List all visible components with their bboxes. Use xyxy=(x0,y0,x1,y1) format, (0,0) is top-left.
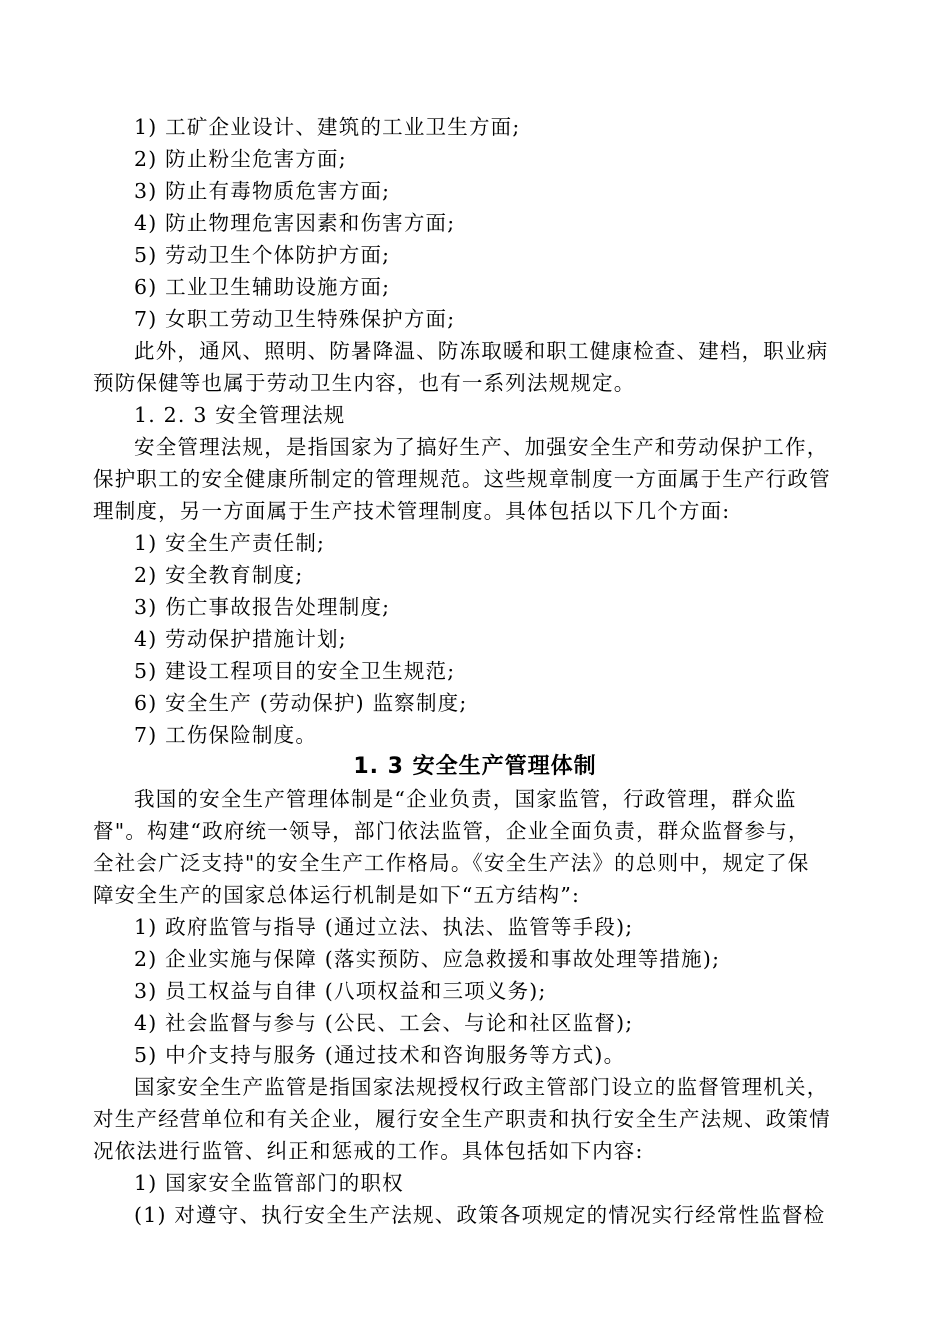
list-item: 5) 劳动卫生个体防护方面; xyxy=(134,243,391,267)
paragraph-line: 督"。构建“政府统一领导，部门依法监管，企业全面负责，群众监督参与， xyxy=(93,819,810,843)
subsection-heading: 1. 2. 3 安全管理法规 xyxy=(134,403,346,427)
paragraph-line: 安全管理法规，是指国家为了搞好生产、加强安全生产和劳动保护工作， xyxy=(134,435,829,459)
list-item: 7) 女职工劳动卫生特殊保护方面; xyxy=(134,307,456,331)
list-item: 4) 社会监督与参与 (公民、工会、与论和社区监督); xyxy=(134,1011,634,1035)
list-item: 1) 国家安全监管部门的职权 xyxy=(134,1171,404,1195)
list-item: 6) 安全生产 (劳动保护) 监察制度; xyxy=(134,691,468,715)
list-item: 2) 企业实施与保障 (落实预防、应急救援和事故处理等措施); xyxy=(134,947,721,971)
paragraph-line: 全社会广泛支持"的安全生产工作格局。《安全生产法》的总则中，规定了保 xyxy=(93,851,810,875)
list-item: 3) 伤亡事故报告处理制度; xyxy=(134,595,391,619)
list-item: 7) 工伤保险制度。 xyxy=(134,723,318,747)
paragraph-line: 保护职工的安全健康所制定的管理规范。这些规章制度一方面属于生产行政管 xyxy=(93,467,831,491)
paragraph-line: 我国的安全生产管理体制是“企业负责，国家监管，行政管理，群众监 xyxy=(134,787,797,811)
list-item: 3) 防止有毒物质危害方面; xyxy=(134,179,391,203)
list-item: 3) 员工权益与自律 (八项权益和三项义务); xyxy=(134,979,547,1003)
paragraph-line: 障安全生产的国家总体运行机制是如下“五方结构”: xyxy=(93,883,581,907)
paragraph-line: 理制度，另一方面属于生产技术管理制度。具体包括以下几个方面: xyxy=(93,499,731,523)
list-item: (1) 对遵守、执行安全生产法规、政策各项规定的情况实行经常性监督检 xyxy=(134,1203,826,1227)
paragraph-line: 此外，通风、照明、防暑降温、防冻取暖和职工健康检查、建档，职业病 xyxy=(134,339,829,363)
paragraph-line: 对生产经营单位和有关企业，履行安全生产职责和执行安全生产法规、政策情 xyxy=(93,1107,831,1131)
paragraph-line: 况依法进行监管、纠正和惩戒的工作。具体包括如下内容: xyxy=(93,1139,644,1163)
list-item: 2) 安全教育制度; xyxy=(134,563,304,587)
list-item: 1) 工矿企业设计、建筑的工业卫生方面; xyxy=(134,115,521,139)
list-item: 1) 政府监管与指导 (通过立法、执法、监管等手段); xyxy=(134,915,634,939)
list-item: 5) 中介支持与服务 (通过技术和咨询服务等方式)。 xyxy=(134,1043,626,1067)
list-item: 6) 工业卫生辅助设施方面; xyxy=(134,275,391,299)
list-item: 4) 防止物理危害因素和伤害方面; xyxy=(134,211,456,235)
section-heading: 1. 3 安全生产管理体制 xyxy=(353,754,597,779)
paragraph-line: 预防保健等也属于劳动卫生内容，也有一系列法规规定。 xyxy=(93,371,636,395)
list-item: 1) 安全生产责任制; xyxy=(134,531,326,555)
paragraph-line: 国家安全生产监管是指国家法规授权行政主管部门设立的监督管理机关， xyxy=(134,1075,829,1099)
list-item: 4) 劳动保护措施计划; xyxy=(134,627,347,651)
list-item: 2) 防止粉尘危害方面; xyxy=(134,147,347,171)
list-item: 5) 建设工程项目的安全卫生规范; xyxy=(134,659,456,683)
